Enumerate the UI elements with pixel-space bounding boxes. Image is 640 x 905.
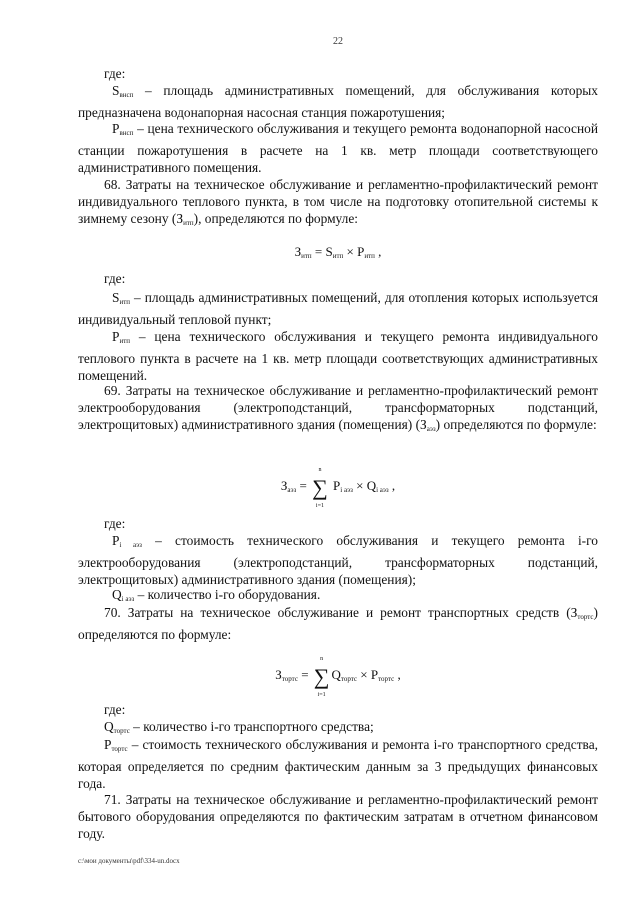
where-label-1: где: <box>104 66 126 81</box>
formula-69: $З_{аэз}$ = n ∑ i=1 $P_{i аэз} \times Q_{i аэз}$ , <box>280 467 396 509</box>
paragraph-71: 71. Затраты на техническое обслуживание и регламентно-профилактический ремонт бытового оборудования определяются по фактическим затратам в отчетном финансовом году. <box>78 792 598 841</box>
definition-q-tortc: $Q_{тортс}$ – количество i-го транспортного средства; <box>104 719 374 735</box>
where-label-4: где: <box>104 702 126 717</box>
footer-file-path: c:\мои документы\pdf\334-un.docx <box>78 857 180 865</box>
paragraph-69: 69. Затраты на техническое обслуживание и регламентно-профилактический ремонт электрооборудования (электроподстанций, трансформаторных подстанций, электрощитовых) административного здания (помещения) $(З_{аэз})$ определяются по формуле: <box>78 383 598 433</box>
paragraph-70: 70. Затраты на техническое обслуживание и ремонт транспортных средств $(З_{тортс})$ определяются по формуле: <box>78 605 598 642</box>
definition-p-aez: $P_{i аэз}$ – стоимость технического обслуживания и текущего ремонта i-го электрооборудования (электроподстанций, трансформаторных подстанций, электрощитовых) административного здания (помещения); <box>78 533 598 587</box>
where-label-3: где: <box>104 516 126 531</box>
definition-s-vnsp: $S_{внсп}$ – площадь административных помещений, для обслуживания которых предназначена водонапорная насосная станция пожаротушения; <box>78 83 598 120</box>
paragraph-68: 68. Затраты на техническое обслуживание и регламентно-профилактический ремонт индивидуального теплового пункта, в том числе на подготовку отопительной системы к зимнему сезону $(З_{итп})$, определяются по формуле: <box>78 177 598 227</box>
page-number: 22 <box>333 36 343 47</box>
definition-p-tortc: $P_{тортс}$ – стоимость технического обслуживания и ремонта i-го транспортного средства, которая определяется по средним фактическим данным за 3 предыдущих финансовых года. <box>78 737 598 791</box>
definition-p-itp: $P_{итп}$ – цена технического обслуживания и текущего ремонта индивидуального теплового пункта в расчете на 1 кв. метр площади соответствующих административных помещений. <box>78 329 598 383</box>
formula-68: $З_{итп} = S_{итп} \times P_{итп}$ , <box>294 244 382 260</box>
definition-q-aez: $Q_{i аэз}$ – количество i-го оборудования. <box>112 587 321 603</box>
formula-70: $З_{тортс}$ = n ∑ i=1 $Q_{тортс} \times P_{тортс}$ , <box>275 656 401 698</box>
definition-p-vnsp: $P_{внсп}$ – цена технического обслуживания и текущего ремонта водонапорной насосной станции пожаротушения в расчете на 1 кв. метр площади соответствующего административного помещения. <box>78 121 598 175</box>
definition-s-itp: $S_{итп}$ – площадь административных помещений, для отопления которых используется индивидуальный тепловой пункт; <box>78 290 598 327</box>
sum-sign: n ∑ i=1 <box>313 656 330 698</box>
sum-sign: n ∑ i=1 <box>312 467 328 509</box>
where-label-2: где: <box>104 271 126 286</box>
